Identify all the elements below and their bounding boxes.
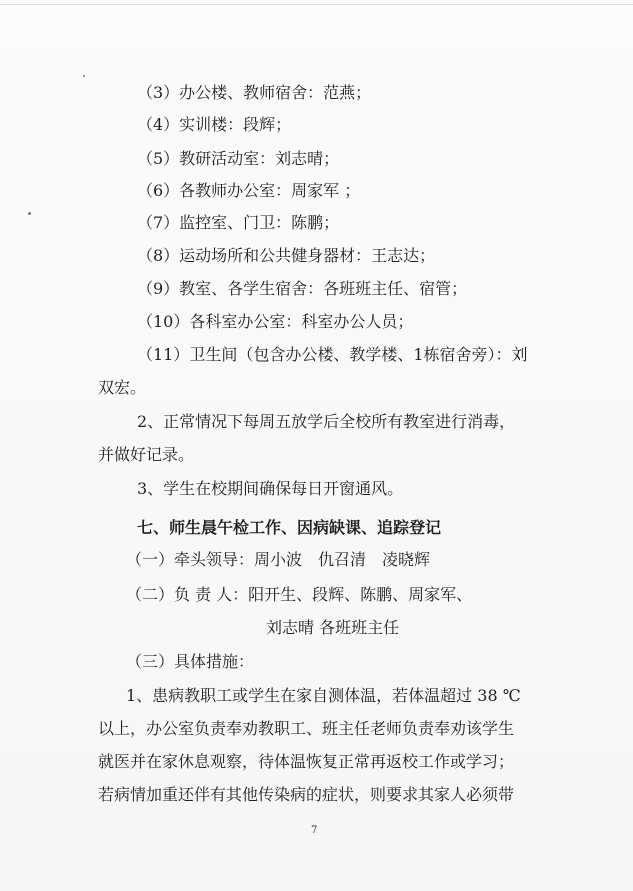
list-item-6: （6）各教师办公室：周家军 ； — [137, 181, 361, 200]
scan-edge-line — [0, 4, 633, 5]
section-heading: 七、师生晨午检工作、因病缺课、追踪登记 — [137, 518, 442, 537]
list-item-9: （9）教室、各学生宿舍：各班班主任、宿管； — [137, 279, 468, 298]
page-number: 7 — [311, 825, 318, 836]
paragraph-3: 3、学生在校期间确保每日开窗通风。 — [137, 479, 404, 498]
specific-measures-heading: （三）具体措施： — [126, 652, 255, 671]
list-item-7: （7）监控室、门卫：陈鹏； — [137, 213, 340, 232]
measure-1-line4: 若病情加重还伴有其他传染病的症状，则要求其家人必须带 — [98, 785, 515, 804]
paragraph-2: 2、正常情况下每周五放学后全校所有教室进行消毒， — [137, 412, 516, 431]
lead-leaders: （一）牵头领导：周小波 仇召清 凌晓辉 — [126, 550, 431, 569]
measure-1-line3: 就医并在家休息观察，待体温恢复正常再返校工作或学习； — [98, 752, 515, 771]
list-item-10: （10）各科室办公室：科室办公人员； — [137, 312, 414, 331]
responsible-persons-continued: 刘志晴 各班班主任 — [266, 618, 400, 637]
measure-1: 1、患病教职工或学生在家自测体温，若体温超过 38 ℃ — [126, 686, 521, 705]
list-item-4: （4）实训楼：段辉； — [137, 115, 292, 134]
list-item-8: （8）运动场所和公共健身器材：王志达； — [137, 246, 436, 265]
responsible-persons: （二）负 责 人：阳开生、段辉、陈鹏、周家军、 — [126, 585, 473, 604]
scan-speck — [28, 212, 31, 215]
list-item-5: （5）教研活动室：刘志晴； — [137, 149, 340, 168]
list-item-3: （3）办公楼、教师宿舍：范燕； — [137, 83, 372, 102]
scan-speck — [83, 75, 85, 77]
list-item-11-continued: 双宏。 — [98, 378, 147, 397]
measure-1-line2: 以上，办公室负责奉劝教职工、班主任老师负责奉劝该学生 — [98, 719, 515, 738]
paragraph-2-continued: 并做好记录。 — [98, 445, 195, 464]
list-item-11: （11）卫生间（包含办公楼、教学楼、1栋宿舍旁）：刘 — [137, 345, 528, 364]
